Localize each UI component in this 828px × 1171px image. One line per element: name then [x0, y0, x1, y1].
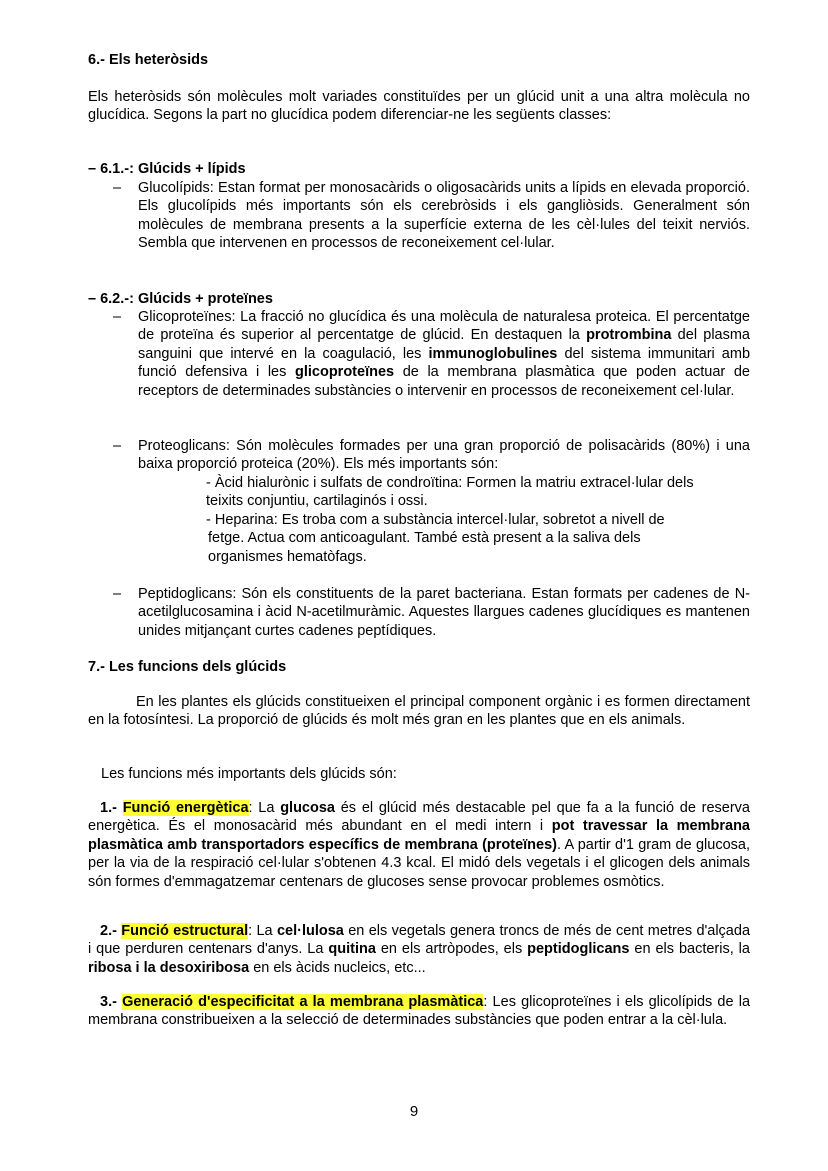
heparina-line-1: - Heparina: Es troba com a substància intercel·lular, sobretot a nivell de [206, 512, 665, 528]
bold-term: ribosa i la desoxiribosa [88, 959, 250, 976]
acid-hialuronic-line-1: - Àcid hialurònic i sulfats de condroïtina: Formen la matriu extracel·lular dels [206, 475, 694, 491]
bold-term: peptidoglicans [527, 941, 630, 958]
bold-term: cel·lulosa [276, 923, 344, 939]
function-3-paragraph: 3.- Generació d'especificitat a la membrana plasmàtica: Les glicoproteïnes i els glicolípids de la membrana constribueixen a la selecció de determinades substàncies que poden entrar a la cèl·lula. [88, 994, 751, 1029]
bold-term: pot travessar la membrana plasmàtica amb transportadors específics de membrana (proteïnes) [88, 818, 750, 853]
highlighted-heading: Funció estructural [121, 923, 249, 939]
subsection-6-2-title: – 6.2.-: Glúcids + proteïnes [88, 291, 273, 307]
function-1-paragraph: 1.- Funció energètica: La glucosa és el glúcid més destacable pel que fa a la funció de reserva energètica. És el monosacàrid més abundant en el medi intern i pot travessar la membrana plasmàtica amb transportadors específics de membrana (proteïnes). A partir d'1 gram de glucosa, per la via de la respiració cel·lular s'obtenen 4.3 kcal. El midó dels vegetals i el glicogen dels animals són formes d'emmagatzemar centenars de glucoses sense provocar problemes osmòtics. [88, 800, 751, 890]
peptidoglicans-paragraph: Peptidoglicans: Són els constituents de la paret bacteriana. Estan formats per cadenes de N-acetilglucosamina i àcid N-acetilmuràmic. Aquestes llargues cadenes glucídiques es mantenen unides mitjançant curtes cadenes peptídiques. [138, 586, 750, 639]
section-7-intro: En les plantes els glúcids constitueixen el principal component orgànic i es formen directament en la fotosíntesi. La proporció de glúcids és molt més gran en les plantes que en els animals. [88, 694, 750, 729]
section-6-intro: Els heteròsids són molècules molt variades constituïdes per un glúcid unit a una altra molècula no glucídica. Segons la part no glucídica podem diferenciar-ne les següents classes: [88, 89, 750, 124]
heparina-line-3: organismes hematòfags. [208, 549, 367, 565]
bold-term: quitina [328, 941, 376, 958]
bold-term: glucosa [280, 800, 335, 816]
bullet-dash: – [113, 309, 122, 325]
bullet-dash: – [113, 180, 122, 196]
section-7-title: 7.- Les funcions dels glúcids [88, 659, 287, 675]
bold-term: immunoglobulines [428, 345, 558, 362]
proteoglicans-paragraph: Proteoglicans: Són molècules formades per una gran proporció de polisacàrids (80%) i una baixa proporció proteica (20%). Els més importants són: [138, 438, 750, 473]
bullet-dash: – [113, 438, 122, 454]
heparina-line-2: fetge. Actua com anticoagulant. També està present a la saliva dels [208, 530, 641, 546]
bold-term: protrombina [586, 327, 672, 344]
glicoproteines-paragraph: Glicoproteïnes: La fracció no glucídica és una molècula de naturalesa proteica. El percentatge de proteïna és superior al percentatge de glúcid. En destaquen la protrombina del plasma sanguini que intervé en la coagulació, les immunoglobulines del sistema immunitari amb funció defensiva i les glicoproteïnes de la membrana plasmàtica que poden actuar de receptors de determinades substàncies o intervenir en processos de reconeixement cel·lular. [138, 309, 751, 399]
function-2-paragraph: 2.- Funció estructural: La cel·lulosa en els vegetals genera troncs de més de cent metres d'alçada i que perduren centenars d'anys. La quitina en els artròpodes, els peptidoglicans en els bacteris, la ribosa i la desoxiribosa en els àcids nucleics, etc... [88, 923, 751, 976]
highlighted-heading: Funció energètica [122, 800, 249, 816]
functions-intro: Les funcions més importants dels glúcids són: [101, 766, 397, 782]
highlighted-heading: Generació d'especificitat a la membrana plasmàtica [122, 994, 484, 1010]
acid-hialuronic-line-2: teixits conjuntiu, cartilaginós i ossi. [206, 493, 428, 509]
section-6-title: 6.- Els heteròsids [88, 52, 209, 68]
bold-term: glicoproteïnes [294, 364, 395, 381]
bullet-dash: – [113, 586, 122, 602]
glucolipids-paragraph: Glucolípids: Estan format per monosacàrids o oligosacàrids units a lípids en elevada proporció. Els glucolípids més importants són els cerebròsids i els gangliòsids. Generalment són molècules de membrana presents a la superfície externa de les cèl·lules del teixit nerviós. Sembla que intervenen en processos de reconeixement cel·lular. [138, 180, 750, 252]
subsection-6-1-title: – 6.1.-: Glúcids + lípids [88, 161, 246, 177]
page-number: 9 [409, 1103, 419, 1120]
